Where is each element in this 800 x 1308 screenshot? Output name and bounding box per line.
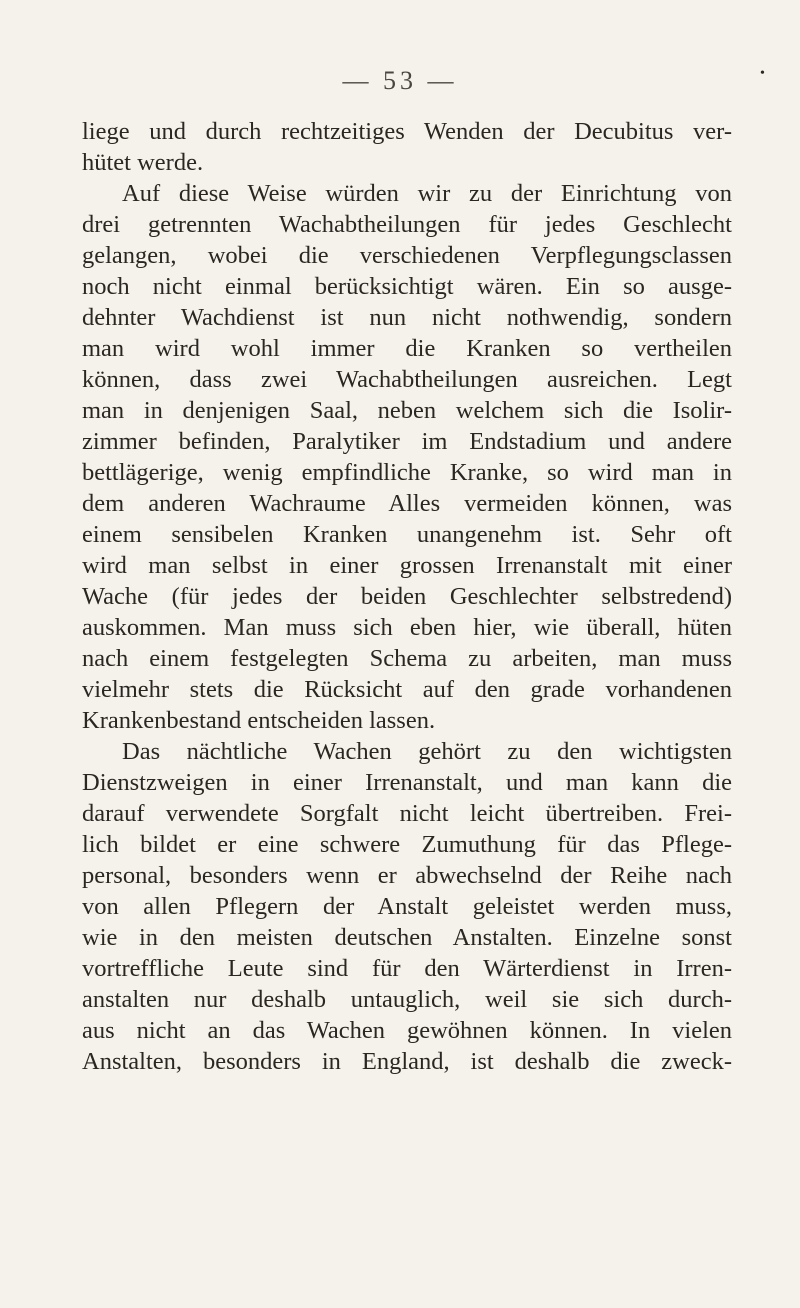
text-line: personal, besonders wenn er abwechselnd der Reihe nach <box>82 862 732 889</box>
text-line: Anstalten, besonders in England, ist deshalb die zweck- <box>82 1048 732 1075</box>
text-line: einem sensibelen Kranken unangenehm ist. Sehr oft <box>82 521 732 548</box>
text-line: bettlägerige, wenig empfindliche Kranke, so wird man in <box>82 459 732 486</box>
margin-dot: • <box>760 66 765 81</box>
text-line: Auf diese Weise würden wir zu der Einrichtung von <box>122 180 732 207</box>
text-line: lich bildet er eine schwere Zumuthung für das Pflege- <box>82 831 732 858</box>
text-line: wird man selbst in einer grossen Irrenanstalt mit einer <box>82 552 732 579</box>
text-line: Wache (für jedes der beiden Geschlechter selbstredend) <box>82 583 732 610</box>
text-line: vortreffliche Leute sind für den Wärterdienst in Irren- <box>82 955 732 982</box>
text-line: gelangen, wobei die verschiedenen Verpflegungsclassen <box>82 242 732 269</box>
text-line: Das nächtliche Wachen gehört zu den wichtigsten <box>122 738 732 765</box>
body-text <box>82 116 732 1077</box>
text-line: auskommen. Man muss sich eben hier, wie überall, hüten <box>82 614 732 641</box>
text-line: Krankenbestand entscheiden lassen. <box>82 707 436 734</box>
text-line: können, dass zwei Wachabtheilungen ausreichen. Legt <box>82 366 732 393</box>
text-line: Dienstzweigen in einer Irrenanstalt, und man kann die <box>82 769 732 796</box>
text-line: dem anderen Wachraume Alles vermeiden können, was <box>82 490 732 517</box>
text-line: liege und durch rechtzeitiges Wenden der Decubitus ver- <box>82 118 732 145</box>
text-line: drei getrennten Wachabtheilungen für jedes Geschlecht <box>82 211 732 238</box>
text-line: zimmer befinden, Paralytiker im Endstadium und andere <box>82 428 732 455</box>
text-line: von allen Pflegern der Anstalt geleistet werden muss, <box>82 893 732 920</box>
page-number: — 53 — <box>342 66 458 95</box>
text-line: noch nicht einmal berücksichtigt wären. Ein so ausge- <box>82 273 732 300</box>
text-line: dehnter Wachdienst ist nun nicht nothwendig, sondern <box>82 304 732 331</box>
text-line: vielmehr stets die Rücksicht auf den grade vorhandenen <box>82 676 732 703</box>
text-line: hütet werde. <box>82 149 204 176</box>
text-line: darauf verwendete Sorgfalt nicht leicht übertreiben. Frei- <box>82 800 732 827</box>
text-line: nach einem festgelegten Schema zu arbeiten, man muss <box>82 645 732 672</box>
text-line: wie in den meisten deutschen Anstalten. Einzelne sonst <box>82 924 732 951</box>
text-line: man wird wohl immer die Kranken so vertheilen <box>82 335 732 362</box>
text-line: man in denjenigen Saal, neben welchem sich die Isolir- <box>82 397 732 424</box>
text-line: aus nicht an das Wachen gewöhnen können. In vielen <box>82 1017 732 1044</box>
text-line: anstalten nur deshalb untauglich, weil sie sich durch- <box>82 986 732 1013</box>
